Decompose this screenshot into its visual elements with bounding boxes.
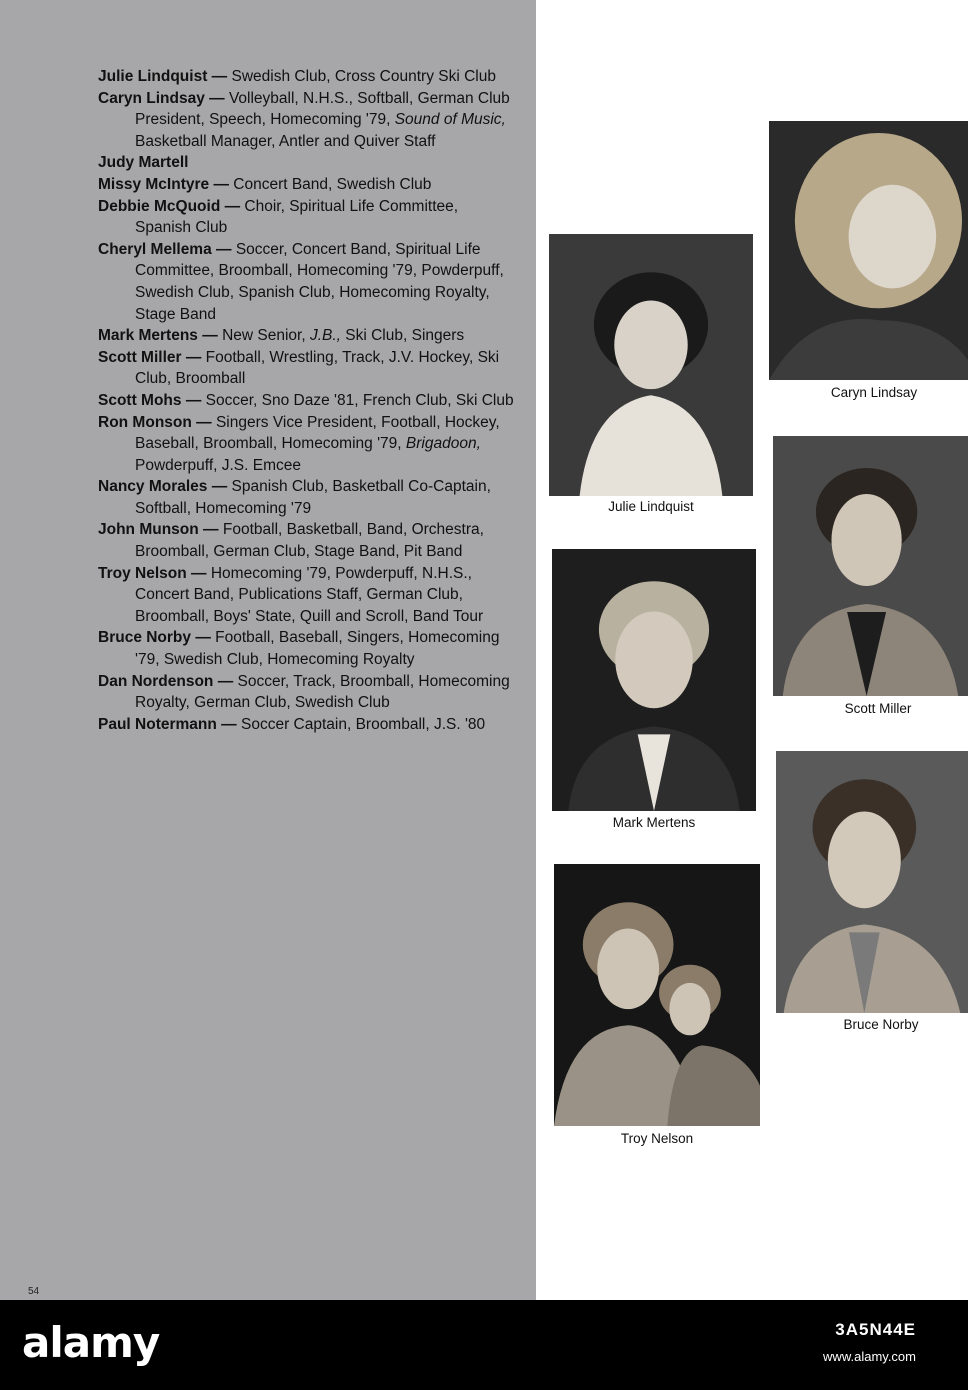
caption-troy-nelson: Troy Nelson <box>620 1131 694 1146</box>
photo-caryn-lindsay <box>769 121 968 380</box>
student-entry <box>98 563 518 628</box>
entry-dash: — <box>211 240 236 258</box>
photo-julie-lindquist <box>549 234 753 496</box>
student-name: Scott Miller <box>98 348 182 366</box>
student-activities-continued: Powderpuff, J.S. Emcee <box>135 456 301 474</box>
student-name: Judy Martell <box>98 154 189 172</box>
student-activities: Choir, Spiritual Life Committee, Spanish Club <box>135 197 459 237</box>
student-name: Debbie McQuoid <box>98 197 221 215</box>
entry-dash: — <box>204 89 229 107</box>
entry-dash: — <box>220 197 245 215</box>
student-activities: Football, Basketball, Band, Orchestra, Broomball, German Club, Stage Band, Pit Band <box>135 521 484 561</box>
photo-bruce-norby <box>776 751 968 1013</box>
entry-dash: — <box>198 521 223 539</box>
student-entry <box>98 196 518 239</box>
entry-dash: — <box>216 715 241 733</box>
student-name: Troy Nelson <box>98 564 187 582</box>
student-entry <box>98 476 518 519</box>
student-name: Mark Mertens <box>98 327 198 345</box>
caption-julie-lindquist: Julie Lindquist <box>608 499 694 514</box>
student-activities: Football, Wrestling, Track, J.V. Hockey, Ski Club, Broomball <box>135 348 500 388</box>
entry-dash: — <box>191 629 216 647</box>
student-entry <box>98 174 518 196</box>
caption-caryn-lindsay: Caryn Lindsay <box>830 385 918 400</box>
student-activities-continued: Ski Club, Singers <box>340 327 465 345</box>
production-title: J.B., <box>309 327 341 345</box>
student-entry <box>98 412 518 477</box>
student-entry <box>98 325 518 347</box>
student-name: Bruce Norby <box>98 629 192 647</box>
student-name: Paul Notermann <box>98 715 217 733</box>
entry-dash: — <box>207 68 232 85</box>
entry-dash: — <box>186 564 211 582</box>
student-activities: Soccer, Concert Band, Spiritual Life Committee, Broomball, Homecoming '79, Powderpuff, Swedish Club, Spanish Club, Homecoming Royalty, Stage Band <box>135 240 504 323</box>
student-name: Dan Nordenson <box>98 672 214 690</box>
watermark-url: www.alamy.com <box>823 1349 916 1364</box>
photo-scott-miller <box>773 436 968 696</box>
student-entry <box>98 66 518 88</box>
student-name: Cheryl Mellema <box>98 240 212 258</box>
entry-dash: — <box>213 672 238 690</box>
student-name: Ron Monson <box>98 413 192 431</box>
student-name: Julie Lindquist <box>98 68 208 85</box>
student-activities: Volleyball, N.H.S., Softball, German Club President, Speech, Homecoming '79, <box>135 89 510 129</box>
student-entry <box>98 390 518 412</box>
student-name: John Munson <box>98 521 199 539</box>
photo-troy-nelson <box>554 864 760 1126</box>
entry-dash: — <box>191 413 216 431</box>
student-entry <box>98 152 518 174</box>
student-activities: Swedish Club, Cross Country Ski Club <box>231 68 496 85</box>
student-name: Nancy Morales <box>98 478 208 496</box>
student-activities: Soccer Captain, Broomball, J.S. '80 <box>240 715 486 733</box>
production-title: Brigadoon, <box>405 435 481 453</box>
student-entry <box>98 88 518 153</box>
entry-dash: — <box>181 348 206 366</box>
student-entry <box>98 627 518 670</box>
student-activity-list <box>98 66 518 735</box>
student-name: Scott Mohs <box>98 391 182 409</box>
entry-dash: — <box>207 478 232 496</box>
student-entry <box>98 671 518 714</box>
watermark-logo: alamy <box>22 1318 160 1367</box>
student-name: Caryn Lindsay <box>98 89 205 107</box>
entry-dash: — <box>209 175 234 193</box>
student-entry <box>98 714 518 736</box>
watermark-image-id: 3A5N44E <box>835 1320 916 1339</box>
production-title: Sound of Music, <box>394 111 506 129</box>
student-activities: Homecoming '79, Powderpuff, N.H.S., Concert Band, Publications Staff, German Club, Broomball, Boys' State, Quill and Scroll, Band Tour <box>135 564 484 625</box>
caption-scott-miller: Scott Miller <box>844 701 912 716</box>
student-activities: New Senior, <box>222 327 310 345</box>
student-activities-continued: Basketball Manager, Antler and Quiver Staff <box>135 132 436 150</box>
student-activities: Singers Vice President, Football, Hockey, Baseball, Broomball, Homecoming '79, <box>135 413 500 453</box>
student-entry <box>98 239 518 325</box>
entry-dash: — <box>181 391 206 409</box>
student-name: Missy McIntyre <box>98 175 210 193</box>
student-activities: Concert Band, Swedish Club <box>233 175 432 193</box>
entry-dash: — <box>197 327 223 345</box>
student-activities: Soccer, Track, Broomball, Homecoming Royalty, German Club, Swedish Club <box>135 672 510 712</box>
student-activities: Soccer, Sno Daze '81, French Club, Ski Club <box>205 391 514 409</box>
student-entry <box>98 519 518 562</box>
student-activities: Spanish Club, Basketball Co-Captain, Softball, Homecoming '79 <box>135 478 491 517</box>
photo-mark-mertens <box>552 549 756 811</box>
student-activities: Football, Baseball, Singers, Homecoming '79, Swedish Club, Homecoming Royalty <box>135 629 500 669</box>
student-entry <box>98 347 518 390</box>
caption-mark-mertens: Mark Mertens <box>612 815 696 830</box>
caption-bruce-norby: Bruce Norby <box>843 1017 919 1032</box>
page-number: 54 <box>28 1286 40 1297</box>
